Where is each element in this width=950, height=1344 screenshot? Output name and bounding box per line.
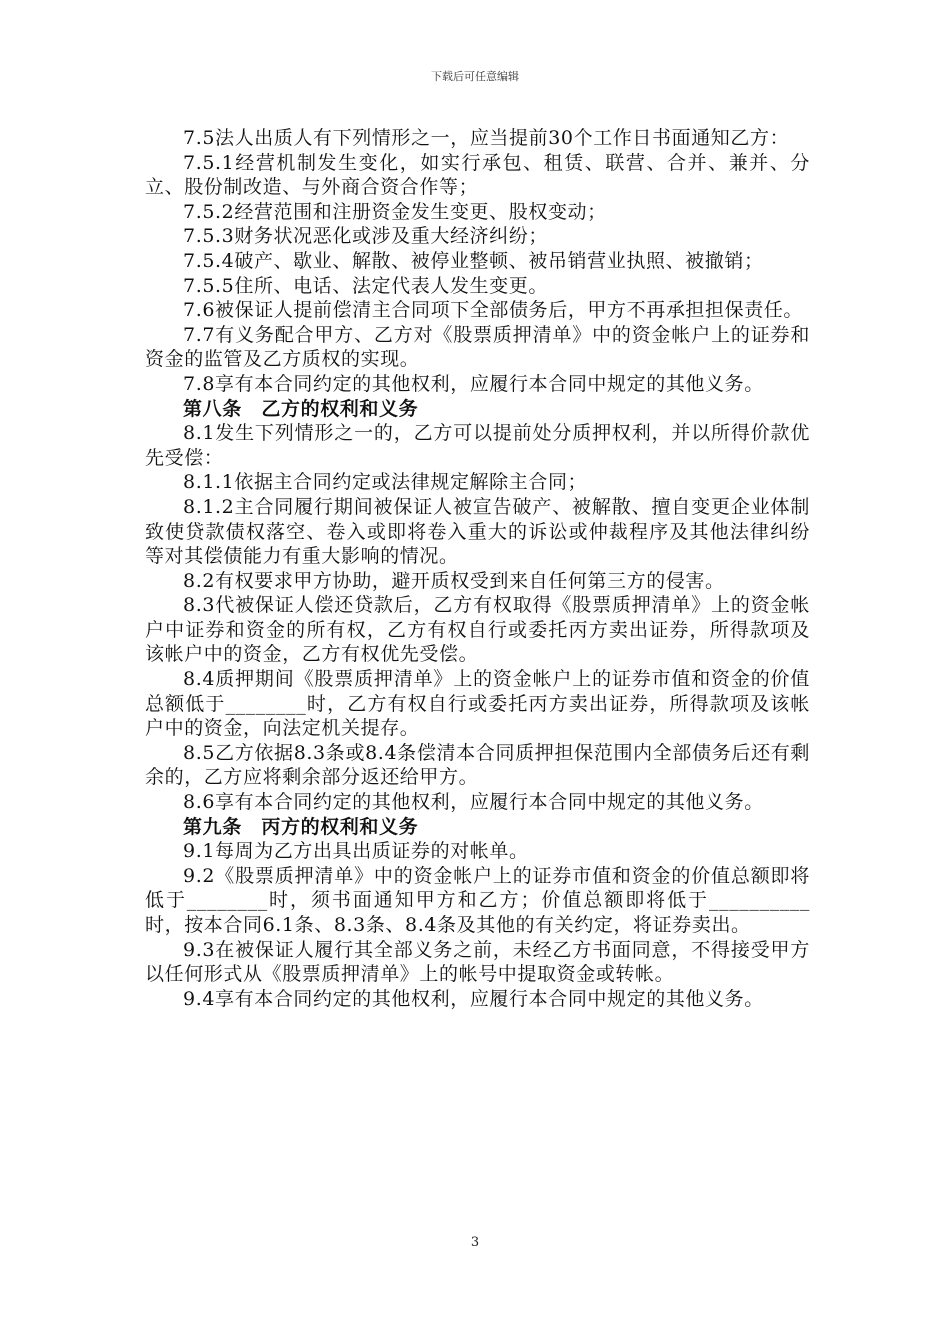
clause-8-4: 8.4质押期间《股票质押清单》上的资金帐户上的证券市值和资金的价值总额低于________时，乙方有权自行或委托丙方卖出证券，所得款项及该帐户中的资金，向法定机关提存。	[145, 668, 810, 740]
clause-8-6: 8.6享有本合同约定的其他权利，应履行本合同中规定的其他义务。	[183, 791, 764, 814]
article-8-heading: 第八条 乙方的权利和义务	[183, 397, 419, 420]
clause-7-5-3: 7.5.3财务状况恶化或涉及重大经济纠纷；	[183, 225, 548, 248]
clause-8-2: 8.2有权要求甲方协助，避开质权受到来自任何第三方的侵害。	[183, 569, 725, 592]
clause-7-7: 7.7有义务配合甲方、乙方对《股票质押清单》中的资金帐户上的证券和资金的监管及乙方质权的实现。	[145, 323, 810, 371]
clause-9-1: 9.1每周为乙方出具出质证券的对帐单。	[183, 840, 529, 863]
clause-7-5-2: 7.5.2经营范围和注册资金发生变更、股权变动；	[183, 200, 607, 223]
article-9-heading: 第九条 丙方的权利和义务	[183, 815, 419, 838]
clause-7-8: 7.8享有本合同约定的其他权利，应履行本合同中规定的其他义务。	[183, 372, 764, 395]
clause-8-1-1: 8.1.1依据主合同约定或法律规定解除主合同；	[183, 471, 588, 494]
clause-9-2: 9.2《股票质押清单》中的资金帐户上的证券市值和资金的价值总额即将低于________时，须书面通知甲方和乙方；价值总额即将低于__________时，按本合同6.1条、8.3条、8.4条及其他的有关约定，将证券卖出。	[145, 864, 810, 936]
page-number: 3	[470, 1235, 480, 1250]
clause-7-5-5: 7.5.5住所、电话、法定代表人发生变更。	[183, 274, 548, 297]
page-header: 下载后可任意编辑	[431, 70, 519, 83]
clause-7-5: 7.5法人出质人有下列情形之一，应当提前30个工作日书面通知乙方：	[183, 127, 790, 149]
clause-8-3: 8.3代被保证人偿还贷款后，乙方有权取得《股票质押清单》上的资金帐户中证券和资金的所有权，乙方有权自行或委托丙方卖出证券，所得款项及该帐户中的资金，乙方有权优先受偿。	[145, 594, 810, 666]
clause-9-3: 9.3在被保证人履行其全部义务之前，未经乙方书面同意，不得接受甲方以任何形式从《股票质押清单》上的帐号中提取资金或转帐。	[145, 938, 810, 986]
clause-8-1-2: 8.1.2主合同履行期间被保证人被宣告破产、被解散、擅自变更企业体制致使贷款债权落空、卷入或即将卷入重大的诉讼或仲裁程序及其他法律纠纷等对其偿债能力有重大影响的情况。	[145, 495, 810, 568]
clause-7-5-4: 7.5.4破产、歇业、解散、被停业整顿、被吊销营业执照、被撤销；	[183, 249, 764, 272]
clause-7-5-1: 7.5.1经营机制发生变化，如实行承包、租赁、联营、合并、兼并、分立、股份制改造、与外商合资合作等；	[145, 151, 810, 199]
clause-8-5: 8.5乙方依据8.3条或8.4条偿清本合同质押担保范围内全部债务后还有剩余的，乙方应将剩余部分返还给甲方。	[145, 741, 810, 789]
clause-9-4: 9.4享有本合同约定的其他权利，应履行本合同中规定的其他义务。	[183, 987, 764, 1010]
clause-7-6: 7.6被保证人提前偿清主合同项下全部债务后，甲方不再承担担保责任。	[183, 299, 804, 322]
clause-8-1: 8.1发生下列情形之一的，乙方可以提前处分质押权利，并以所得价款优先受偿：	[145, 422, 810, 469]
document-body	[145, 126, 810, 1011]
